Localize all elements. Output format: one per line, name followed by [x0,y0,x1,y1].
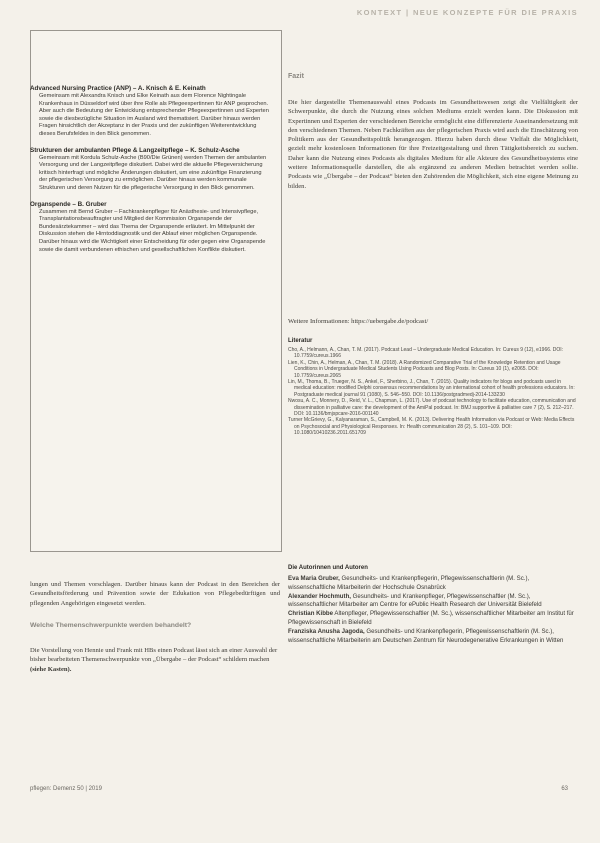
fazit-body: Die hier dargestellte Themenauswahl eines Podcasts im Gesundheitswesen zeigt die Vielfältigkeit der Schwerpunkte, die durch die Nutzung eines solchen Mediums erzielt werden kann. Die Diskussion mit Expertinnen und Experten der verschiedenen Bereiche ermöglicht eine differenzierte Auseinandersetzung mit den verschiedenen Themen. Neben Fachkräften aus der pflegerischen Praxis wird auch die Einschätzung von Politikern aus der Gesundheitspolitik herangezogen. Hierzu haben durch diese Vielfalt die Möglichkeit, gezielt mehr kostenlosen Informationen für ihre Freizeitgestaltung und ihren Tätigkeitsbereich zu suchen. Daher kann die Nutzung eines Podcasts als digitales Medium für alle Akteure des Gesundheitssystems eine weitere Informationsquelle darstellen, die als ergänzend zu anderen Medien betrachtet werden sollte. Podcasts wie „Übergabe – der Podcast“ bieten den Zuhörenden die Möglichkeit, sich eine eigene Meinung zu bilden. [288,99,578,190]
literature-item: Cho, A., Helmann, A., Chan, T. M. (2017). Podcast Lead – Undergraduate Medical Education. In: Cureus 9 (12), e1966. DOI: 10.7759/cureus.1966 [288,347,564,360]
page-number: 63 [561,786,568,792]
box-section-title: Organspende – B. Gruber [30,200,107,208]
author-desc: Altenpfleger, Pflegewissenschaftler (M. Sc.), wissenschaftlicher Mitarbeiter am Institut für Pflegewissenschaft in Bielefeld [288,610,574,626]
info-box-content [30,85,270,262]
authors-heading: Die Autorinnen und Autoren [288,565,368,571]
literature-item: Turner McGrievy, G., Kalyanaraman, S., Campbell, M. K. (2013). Delivering Health Information via Podcast or Web: Media Effects on Psychosocial and Physiological Responses. In: Health communication 28 (2), S. 101–109. DOI: 10.1080/10410236.2011.651709 [288,417,575,437]
author-desc: Gesundheits- und Krankenpfleger, Pflegewissenschaftler (M. Sc.), wissenschaftlicher Mitarbeiter am Centre for ePublic Health Research der Universität Bielefeld [288,592,542,609]
author-name: Franziska Anusha Jagoda, [288,627,365,635]
website-link[interactable]: Weitere Informationen: https://uebergabe.de/podcast/ [288,318,429,325]
box-section-body: Zusammen mit Bernd Gruber – Fachkrankenpfleger für Anästhesie- und Intensivpflege, Transplantationsbeauftragter und Mitglied der Kommission Organspende der Bundesärztekammer – wird das Thema der Organspende erläutert. Im Mittelpunkt der Diskussion stehen die Hirntoddiagnostik und der Ablauf einer möglichen Organspende. Darüber hinaus wird die Wichtigkeit einer Entscheidung für oder gegen eine Organspende sowie die damit verbundenen ethischen und gesellschaftlichen Konflikte diskutiert. [39,208,266,253]
literature-heading: Literatur [288,338,313,344]
continuation-text: lungen und Themen vorschlagen. Darüber hinaus kann der Podcast in den Bereichen der Gesundheitsförderung und Prävention sowie der Edukation von Pflegebedürftigen und pflegenden Angehörigen eingesetzt werden. [30,581,280,607]
author-desc: Gesundheits- und Krankenpflegerin, Pflegewissenschaftlerin (M. Sc.), wissenschaftliche Mitarbeiterin der Hochschule Osnabrück [288,575,530,591]
literature-item: Lin, M., Thoma, B., Trueger, N. S., Ankel, F., Sherbino, J., Chan, T. (2015). Quality indicators for blogs and podcasts used in medical education: modified Delphi consensus recommendations by an international cohort of health professions educators. In: Postgraduate medical journal 91 (1080), S. 546–550. DOI: 10.1136/postgradmedj-2014-133230 [288,379,575,398]
author-entry [288,575,578,593]
box-section [30,147,270,193]
box-section [30,85,270,139]
box-section [30,201,270,255]
author-desc: Gesundheits- und Krankenpflegerin, Pflegewissenschaftlerin (M. Sc.), wissenschaftliche Mitarbeiterin am Deutschen Zentrum für Neurodegenerative Erkrankungen in Witten [288,627,564,644]
author-entry [288,610,578,628]
box-section-body: Gemeinsam mit Alexandra Knisch und Elke Keinath aus dem Florence Nightingale Krankenhaus in Düsseldorf wird über ihre Rolle als Pflegeexpertinnen für ANP gesprochen. Aber auch die Bedeutung der Entwicklung entsprechender Pflegeexpertinnen und Experten sowie die diesbezügliche Situation im Ausland wird thematisiert. Darüber hinaus werden Fragen hinsichtlich der Akzeptanz in der Praxis und der zukünftigen Weiterentwicklung dieses Berufsfeldes in den Blick genommen. [39,93,269,137]
question-body-text: Die Vorstellung von Hennie und Frank mit HBs einen Podcast lässt sich an einer Auswahl der bisher bearbeiteten Themenschwerpunkte von „Übergabe – der Podcast“ schildern machen [30,647,278,664]
author-entry [288,593,578,611]
literature-item: Lien, K., Chin, A., Helman, A., Chan, T. M. (2018). A Randomized Comparative Trial of the Knowledge Retention and Usage Conditions in Undergraduate Medical Students Using Podcasts and Blog Posts. In: Cureus 10 (1), e2065. DOI: 10.7759/cureus.2065 [288,359,561,379]
footer-publication: pflegen: Demenz 50 | 2019 [30,786,102,792]
box-section-title: Strukturen der ambulanten Pflege & Langzeitpflege – K. Schulz-Asche [30,146,240,154]
box-section-body: Gemeinsam mit Kordula Schulz-Asche (B90/Die Grünen) werden Themen der ambulanten Versorgung und der Langzeitpflege diskutiert. Dabei wird die aktuelle Pflegeversicherung kritisch hinterfragt und mögliche Änderungen diskutiert, um eine zukünftige Finanzierung der pflegerischen Versorgung zu ermöglichen. Darüber hinaus werden kommunale Strukturen und deren Nutzen für die pflegerische Versorgung in den Blick genommen. [39,154,267,191]
literature-item: Nwosu, A. C., Monnery, D., Reid, V. L., Chapman, L. (2017). Use of podcast technology to facilitate education, communication and dissemination in palliative care: the development of the AmiPal podcast. In: BMJ supportive & palliative care 7 (2), S. 212–217. DOI: 10.1136/bmjspcare-2016-001140 [288,398,576,418]
author-name: Alexander Hochmuth, [288,592,351,600]
author-name: Christian Kibbe [288,610,334,618]
question-body [30,646,280,674]
fazit-heading: Fazit [288,73,304,80]
question-heading: Welche Themenschwerpunkte werden behandelt? [30,622,192,629]
box-section-title: Advanced Nursing Practice (ANP) – A. Knisch & E. Keinath [30,85,206,92]
running-header: KONTEXT | NEUE KONZEPTE FÜR DIE PRAXIS [356,8,578,17]
authors-list [288,575,578,645]
literature-list [288,347,578,437]
author-entry [288,628,578,646]
author-name: Eva Maria Gruber, [288,575,340,582]
box-reference: (siehe Kasten). [30,665,72,673]
